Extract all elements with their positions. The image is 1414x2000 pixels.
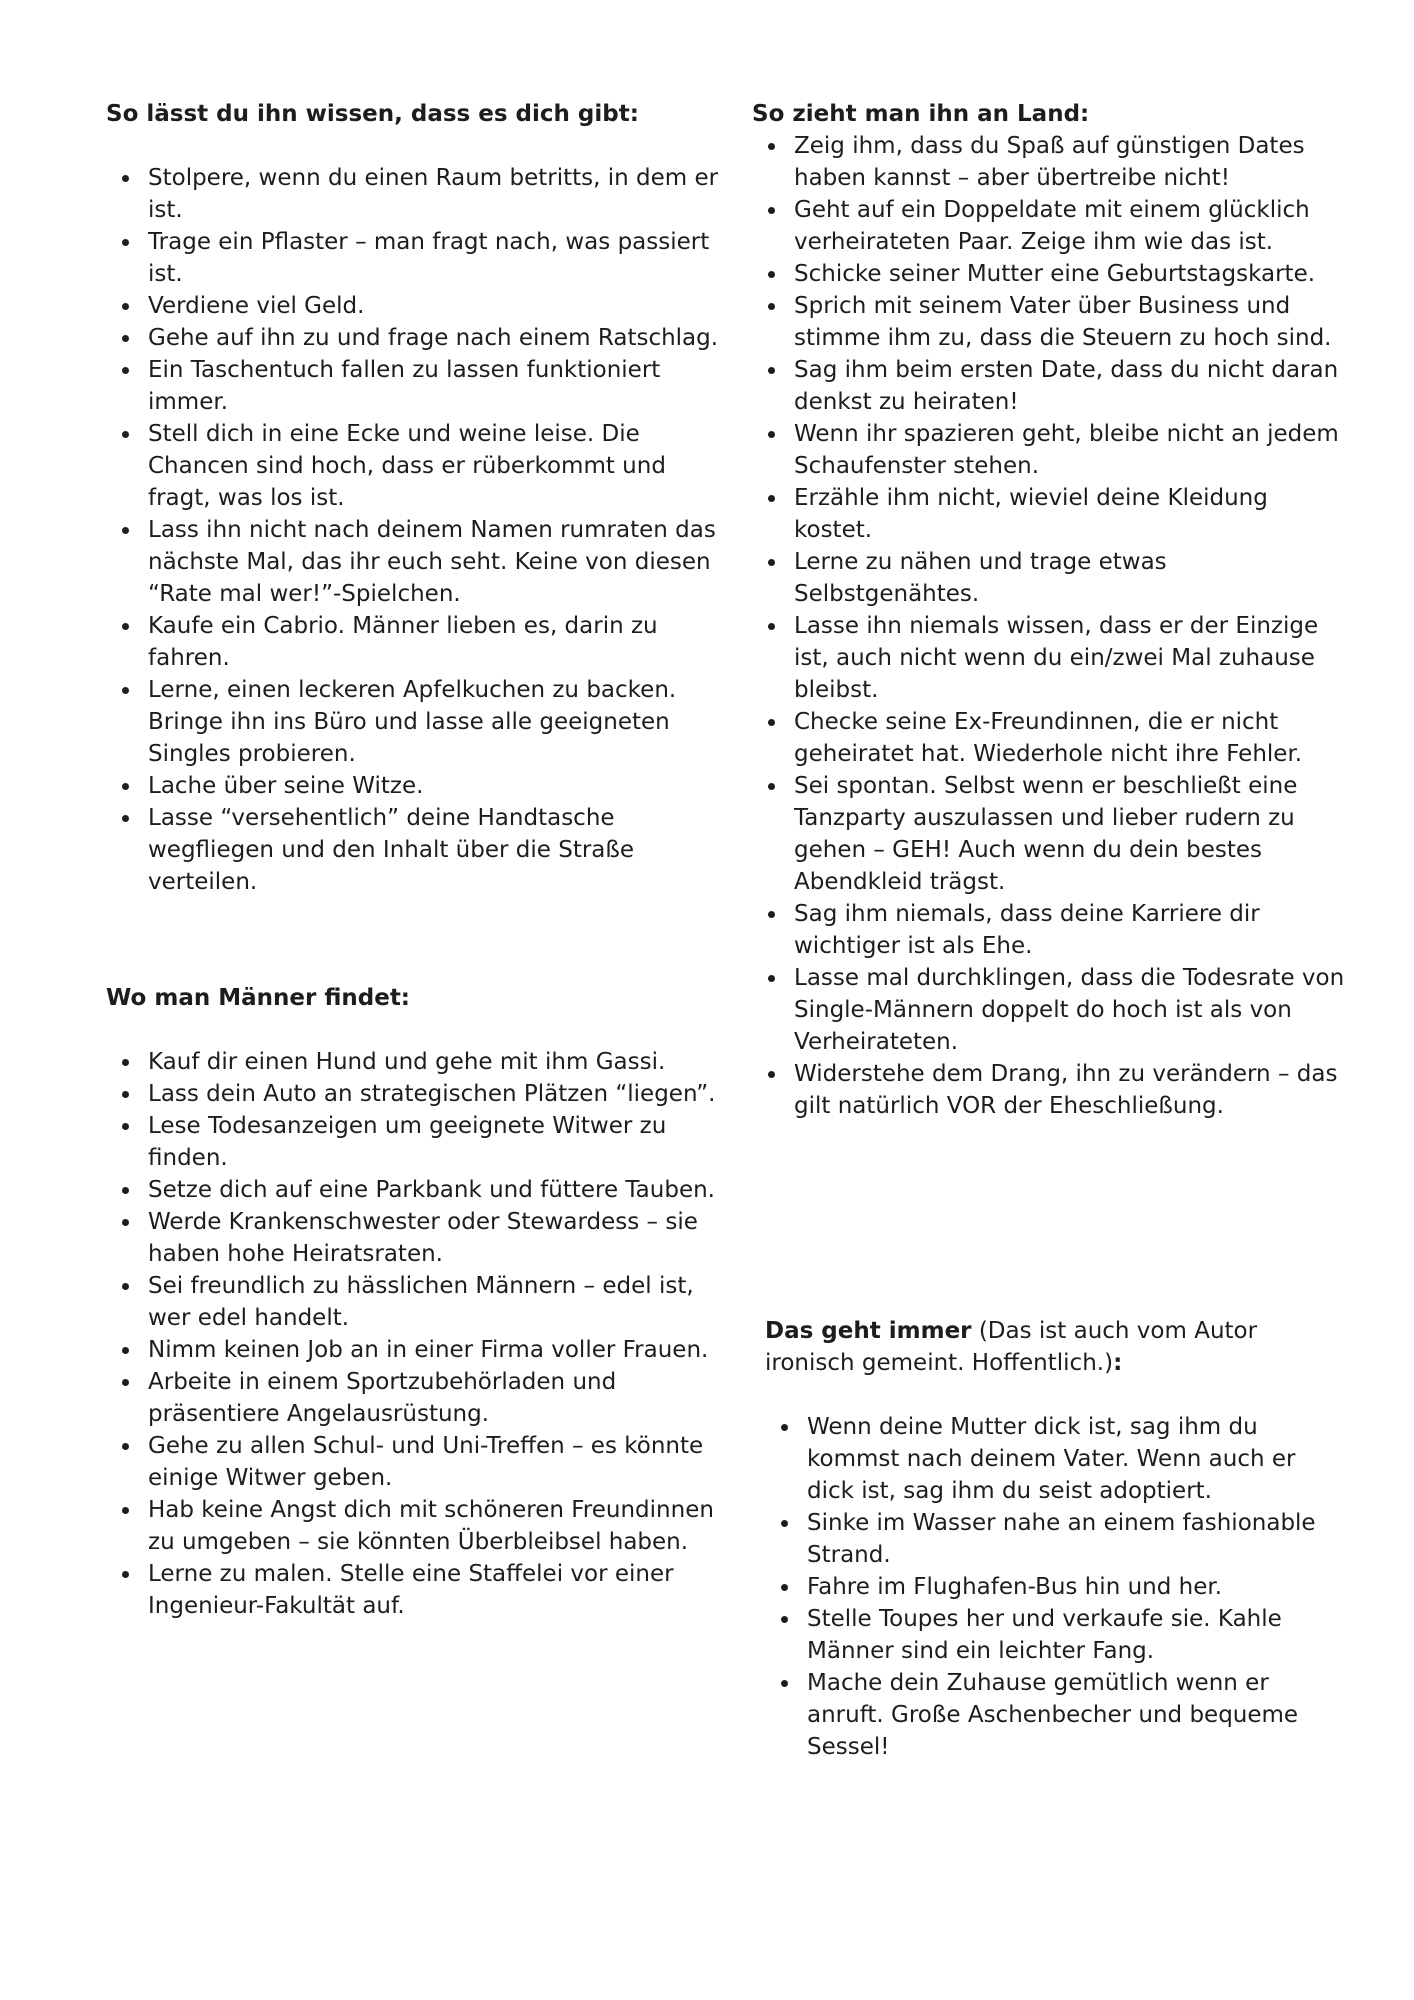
section-heading-always-works bbox=[765, 1315, 1335, 1379]
list-item: Sei freundlich zu hässlichen Männern – edel ist, wer edel handelt. bbox=[148, 1270, 726, 1334]
section-heading-reel-in: So zieht man ihn an Land: bbox=[752, 101, 1090, 127]
list-item: Sinke im Wasser nahe an einem fashionable Strand. bbox=[807, 1507, 1335, 1571]
list-item: Lerne zu nähen und trage etwas Selbstgenähtes. bbox=[794, 546, 1352, 610]
list-item: Lasse mal durchklingen, dass die Todesrate von Single-Männern doppelt do hoch ist als von Verheirateten. bbox=[794, 962, 1352, 1058]
list-item: Sei spontan. Selbst wenn er beschließt eine Tanzparty auszulassen und lieber rudern zu gehen – GEH! Auch wenn du dein bestes Abendkleid trägst. bbox=[794, 770, 1352, 898]
list-item: Fahre im Flughafen-Bus hin und her. bbox=[807, 1571, 1335, 1603]
section-heading-be-noticed: So lässt du ihn wissen, dass es dich gibt: bbox=[106, 101, 639, 127]
heading-rest-part: (Das ist auch vom Autor ironisch gemeint. Hoffentlich.) bbox=[765, 1318, 1258, 1376]
list-item: Kauf dir einen Hund und gehe mit ihm Gassi. bbox=[148, 1046, 726, 1078]
heading-bold-part: Das geht immer bbox=[765, 1318, 972, 1344]
list-item: Lache über seine Witze. bbox=[148, 770, 726, 802]
list-item: Arbeite in einem Sportzubehörladen und präsentiere Angelausrüstung. bbox=[148, 1366, 726, 1430]
list-item: Sag ihm niemals, dass deine Karriere dir wichtiger ist als Ehe. bbox=[794, 898, 1352, 962]
list-where-to-find bbox=[106, 1046, 726, 1622]
list-item: Stelle Toupes her und verkaufe sie. Kahle Männer sind ein leichter Fang. bbox=[807, 1603, 1335, 1667]
list-item: Stolpere, wenn du einen Raum betritts, in dem er ist. bbox=[148, 162, 726, 226]
right-column-top bbox=[752, 98, 1352, 1122]
section-heading-where-to-find: Wo man Männer findet: bbox=[106, 985, 411, 1011]
list-item: Kaufe ein Cabrio. Männer lieben es, darin zu fahren. bbox=[148, 610, 726, 674]
right-column-bottom bbox=[765, 1315, 1335, 1763]
list-item: Mache dein Zuhause gemütlich wenn er anruft. Große Aschenbecher und bequeme Sessel! bbox=[807, 1667, 1335, 1763]
list-item: Trage ein Pflaster – man fragt nach, was passiert ist. bbox=[148, 226, 726, 290]
list-item: Lerne zu malen. Stelle eine Staffelei vor einer Ingenieur-Fakultät auf. bbox=[148, 1558, 726, 1622]
list-item: Zeig ihm, dass du Spaß auf günstigen Dates haben kannst – aber übertreibe nicht! bbox=[794, 130, 1352, 194]
list-reel-in bbox=[752, 130, 1352, 1122]
list-item: Setze dich auf eine Parkbank und füttere Tauben. bbox=[148, 1174, 726, 1206]
list-item: Stell dich in eine Ecke und weine leise. Die Chancen sind hoch, dass er rüberkommt und fragt, was los ist. bbox=[148, 418, 726, 514]
list-item: Lass ihn nicht nach deinem Namen rumraten das nächste Mal, das ihr euch seht. Keine von diesen “Rate mal wer!”-Spielchen. bbox=[148, 514, 726, 610]
list-item: Werde Krankenschwester oder Stewardess – sie haben hohe Heiratsraten. bbox=[148, 1206, 726, 1270]
list-item: Widerstehe dem Drang, ihn zu verändern – das gilt natürlich VOR der Eheschließung. bbox=[794, 1058, 1352, 1122]
list-item: Erzähle ihm nicht, wieviel deine Kleidung kostet. bbox=[794, 482, 1352, 546]
list-item: Hab keine Angst dich mit schöneren Freundinnen zu umgeben – sie könnten Überbleibsel haben. bbox=[148, 1494, 726, 1558]
list-item: Lerne, einen leckeren Apfelkuchen zu backen. Bringe ihn ins Büro und lasse alle geeigneten Singles probieren. bbox=[148, 674, 726, 770]
list-item: Lasse ihn niemals wissen, dass er der Einzige ist, auch nicht wenn du ein/zwei Mal zuhause bleibst. bbox=[794, 610, 1352, 706]
list-item: Geht auf ein Doppeldate mit einem glücklich verheirateten Paar. Zeige ihm wie das ist. bbox=[794, 194, 1352, 258]
list-item: Lese Todesanzeigen um geeignete Witwer zu finden. bbox=[148, 1110, 726, 1174]
list-item: Wenn ihr spazieren geht, bleibe nicht an jedem Schaufenster stehen. bbox=[794, 418, 1352, 482]
list-item: Schicke seiner Mutter eine Geburtstagskarte. bbox=[794, 258, 1352, 290]
list-item: Nimm keinen Job an in einer Firma voller Frauen. bbox=[148, 1334, 726, 1366]
list-item: Gehe auf ihn zu und frage nach einem Ratschlag. bbox=[148, 322, 726, 354]
list-item: Wenn deine Mutter dick ist, sag ihm du kommst nach deinem Vater. Wenn auch er dick ist, sag ihm du seist adoptiert. bbox=[807, 1411, 1335, 1507]
list-item: Gehe zu allen Schul- und Uni-Treffen – es könnte einige Witwer geben. bbox=[148, 1430, 726, 1494]
list-item: Checke seine Ex-Freundinnen, die er nicht geheiratet hat. Wiederhole nicht ihre Fehler. bbox=[794, 706, 1352, 770]
list-item: Verdiene viel Geld. bbox=[148, 290, 726, 322]
heading-colon: : bbox=[1113, 1350, 1123, 1376]
list-be-noticed bbox=[106, 162, 726, 898]
list-always-works bbox=[765, 1411, 1335, 1763]
left-column bbox=[106, 98, 726, 1622]
list-item: Lass dein Auto an strategischen Plätzen “liegen”. bbox=[148, 1078, 726, 1110]
list-item: Lasse “versehentlich” deine Handtasche wegfliegen und den Inhalt über die Straße verteilen. bbox=[148, 802, 726, 898]
list-item: Ein Taschentuch fallen zu lassen funktioniert immer. bbox=[148, 354, 726, 418]
list-item: Sag ihm beim ersten Date, dass du nicht daran denkst zu heiraten! bbox=[794, 354, 1352, 418]
list-item: Sprich mit seinem Vater über Business und stimme ihm zu, dass die Steuern zu hoch sind. bbox=[794, 290, 1352, 354]
